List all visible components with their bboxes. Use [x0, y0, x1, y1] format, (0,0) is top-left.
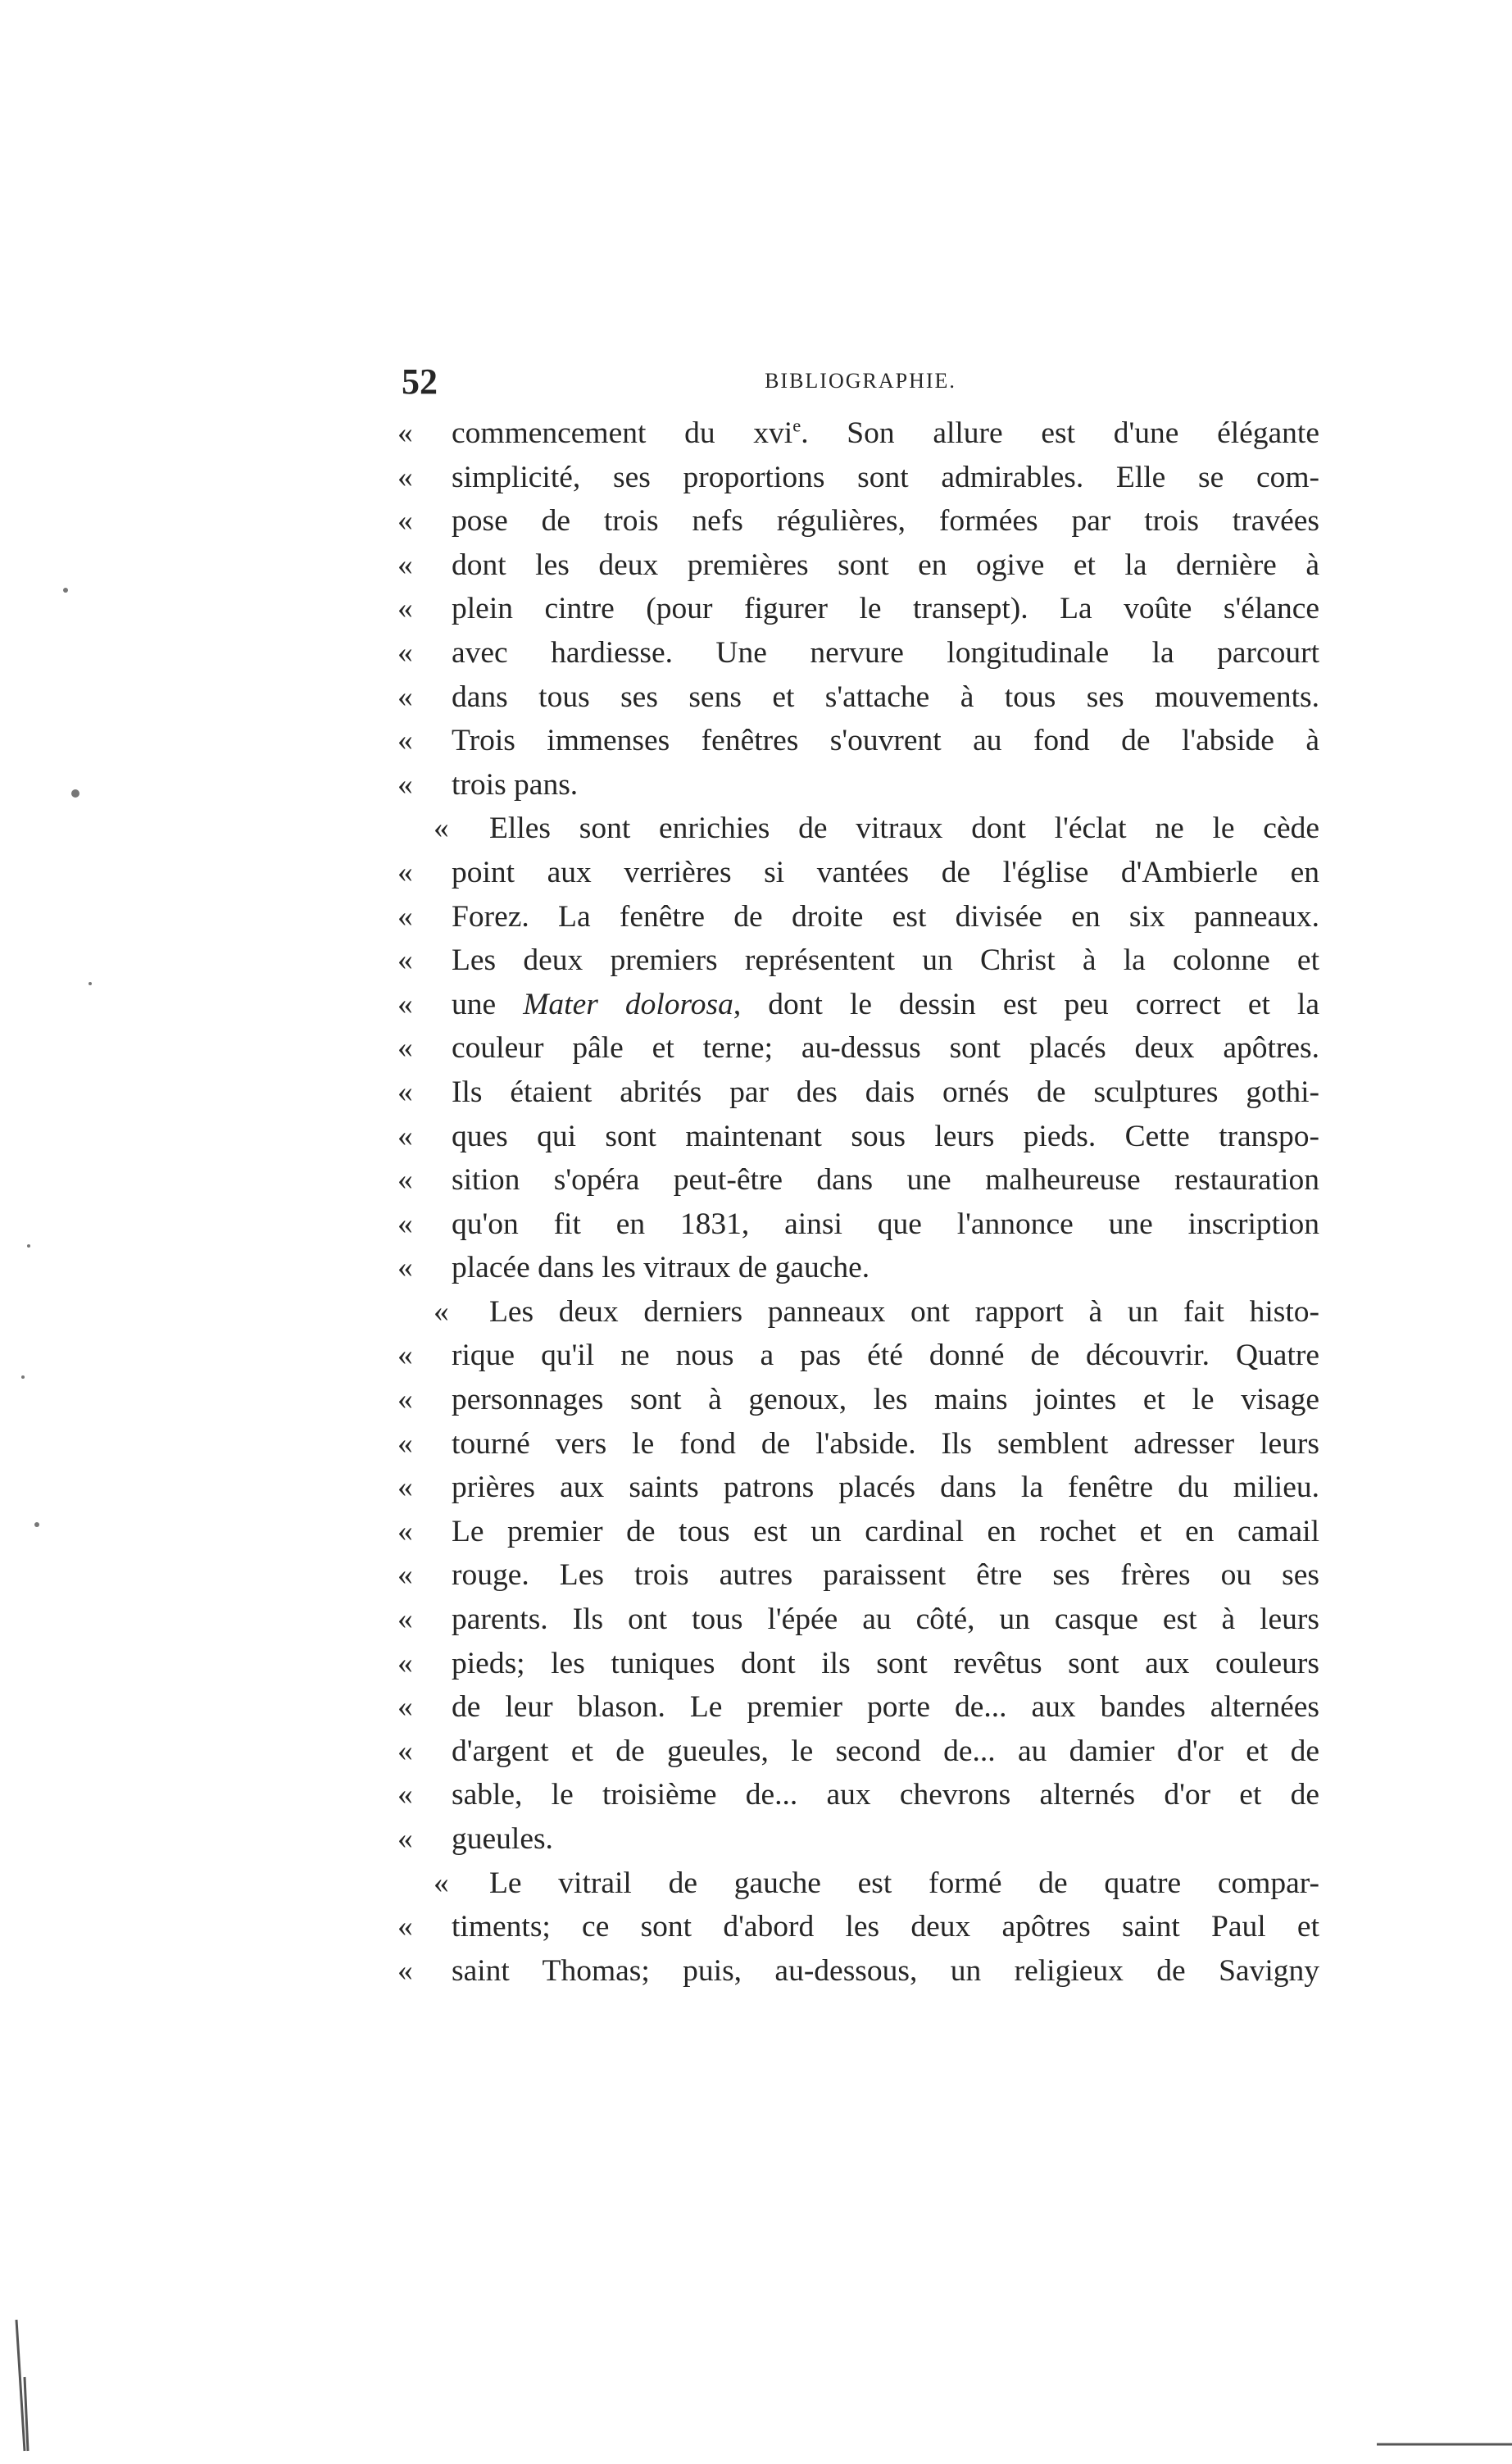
- quote-mark: «: [397, 724, 413, 758]
- quote-mark: «: [397, 1031, 413, 1066]
- text-line: [397, 1290, 1319, 1334]
- line-text: sition s'opéra peut-être dans une malheureuse restauration: [452, 1163, 1319, 1198]
- line-text: commencement du xvi$^e$. Son allure est d'une élégante: [452, 415, 1319, 450]
- running-title: BIBLIOGRAPHIE.: [765, 369, 956, 393]
- quote-mark: «: [397, 504, 413, 539]
- quote-mark: «: [397, 1690, 413, 1725]
- quote-mark: «: [397, 635, 413, 670]
- line-text: saint Thomas; puis, au-dessous, un religieux de Savigny: [452, 1953, 1319, 1988]
- quote-mark: «: [397, 1207, 413, 1241]
- superscript: e: [792, 415, 801, 436]
- quote-mark: «: [397, 899, 413, 934]
- text-line: [397, 1817, 1319, 1862]
- text-line: [397, 1773, 1319, 1817]
- quote-mark: «: [397, 1426, 413, 1461]
- text-line: [397, 851, 1319, 895]
- text-line: [397, 939, 1319, 983]
- line-text: qu'on fit en 1831, ainsi que l'annonce une inscription: [452, 1207, 1319, 1241]
- text-line: [397, 1862, 1319, 1906]
- quote-mark: «: [397, 1383, 413, 1417]
- line-text: dont les deux premières sont en ogive et la dernière à: [452, 548, 1319, 582]
- line-text: avec hardiesse. Une nervure longitudinale la parcourt: [452, 635, 1319, 670]
- text-line: [397, 1115, 1319, 1159]
- text-line: [397, 1642, 1319, 1686]
- line-text: prières aux saints patrons placés dans la fenêtre du milieu.: [452, 1471, 1319, 1505]
- body-text: [397, 411, 1319, 1993]
- quote-mark: «: [397, 1910, 413, 1944]
- page-number: 52: [402, 361, 438, 402]
- line-text: placée dans les vitraux de gauche.: [452, 1251, 870, 1285]
- text-line: [397, 1422, 1319, 1466]
- line-text: personnages sont à genoux, les mains jointes et le visage: [452, 1383, 1319, 1417]
- text-line: [397, 1466, 1319, 1510]
- line-text: Ils étaient abrités par des dais ornés de sculptures gothi-: [452, 1075, 1319, 1109]
- line-text: une Mater dolorosa, dont le dessin est peu correct et la: [452, 987, 1319, 1021]
- text-line: [397, 983, 1319, 1027]
- text-line: [397, 1158, 1319, 1202]
- quote-mark: «: [397, 943, 413, 978]
- line-text: tourné vers le fond de l'abside. Ils semblent adresser leurs: [452, 1426, 1319, 1461]
- line-text: d'argent et de gueules, le second de... au damier d'or et de: [452, 1734, 1319, 1768]
- quote-mark: «: [397, 1953, 413, 1988]
- quote-mark: «: [397, 592, 413, 626]
- line-text: Elles sont enrichies de vitraux dont l'éclat ne le cède: [489, 811, 1319, 846]
- quote-mark: «: [397, 548, 413, 582]
- quote-mark: «: [397, 680, 413, 714]
- quote-mark: «: [397, 1075, 413, 1109]
- text-line: [397, 1071, 1319, 1115]
- text-line: [397, 1334, 1319, 1378]
- line-text: sable, le troisième de... aux chevrons alternés d'or et de: [452, 1778, 1319, 1812]
- line-text: pieds; les tuniques dont ils sont revêtus sont aux couleurs: [452, 1646, 1319, 1680]
- text-line: [397, 719, 1319, 763]
- text-line: [397, 543, 1319, 588]
- text-line: [397, 1510, 1319, 1554]
- line-text: Le premier de tous est un cardinal en rochet et en camail: [452, 1514, 1319, 1548]
- quote-mark: «: [397, 767, 413, 802]
- quote-mark: «: [397, 416, 413, 450]
- text-line: [397, 1905, 1319, 1949]
- line-text: plein cintre (pour figurer le transept). La voûte s'élance: [452, 592, 1319, 626]
- text-line: [397, 807, 1319, 851]
- quote-mark: «: [397, 987, 413, 1021]
- line-text: Le vitrail de gauche est formé de quatre compar-: [489, 1866, 1319, 1900]
- text-line: [397, 1949, 1319, 1993]
- line-text: gueules.: [452, 1822, 553, 1856]
- line-text: parents. Ils ont tous l'épée au côté, un casque est à leurs: [452, 1603, 1319, 1637]
- line-text: rique qu'il ne nous a pas été donné de découvrir. Quatre: [452, 1339, 1319, 1373]
- line-text: point aux verrières si vantées de l'église d'Ambierle en: [452, 855, 1319, 889]
- line-text: de leur blason. Le premier porte de... aux bandes alternées: [452, 1690, 1319, 1725]
- text-line: [397, 1685, 1319, 1730]
- italic-phrase: Mater dolorosa: [523, 987, 733, 1021]
- running-head: [402, 361, 1319, 410]
- line-text: simplicité, ses proportions sont admirables. Elle se com-: [452, 460, 1319, 494]
- quote-mark: «: [397, 1163, 413, 1198]
- quote-mark: «: [397, 1558, 413, 1593]
- text-line: [397, 499, 1319, 543]
- text-line: [397, 1026, 1319, 1071]
- quote-mark: «: [397, 460, 413, 494]
- line-text: rouge. Les trois autres paraissent être ses frères ou ses: [452, 1558, 1319, 1593]
- line-text: pose de trois nefs régulières, formées par trois travées: [452, 504, 1319, 539]
- line-text: Les deux derniers panneaux ont rapport à un fait histo-: [489, 1294, 1319, 1329]
- text-line: [397, 895, 1319, 939]
- text-line: [397, 763, 1319, 807]
- quote-mark: «: [434, 1294, 449, 1329]
- text-line: [397, 456, 1319, 500]
- line-text: timents; ce sont d'abord les deux apôtres saint Paul et: [452, 1910, 1319, 1944]
- line-text: Trois immenses fenêtres s'ouvrent au fond de l'abside à: [452, 724, 1319, 758]
- text-line: [397, 1730, 1319, 1774]
- quote-mark: «: [397, 1119, 413, 1153]
- quote-mark: «: [434, 811, 449, 846]
- text-line: [397, 587, 1319, 631]
- line-text: couleur pâle et terne; au-dessus sont placés deux apôtres.: [452, 1031, 1319, 1066]
- quote-mark: «: [397, 1603, 413, 1637]
- line-text: Les deux premiers représentent un Christ à la colonne et: [452, 943, 1319, 978]
- quote-mark: «: [397, 1734, 413, 1768]
- line-text: Forez. La fenêtre de droite est divisée en six panneaux.: [452, 899, 1319, 934]
- quote-mark: «: [397, 1646, 413, 1680]
- quote-mark: «: [397, 855, 413, 889]
- quote-mark: «: [397, 1471, 413, 1505]
- line-text: ques qui sont maintenant sous leurs pieds. Cette transpo-: [452, 1119, 1319, 1153]
- text-line: [397, 1378, 1319, 1422]
- quote-mark: «: [397, 1822, 413, 1856]
- quote-mark: «: [397, 1339, 413, 1373]
- line-text: trois pans.: [452, 767, 579, 802]
- text-line: [397, 1246, 1319, 1290]
- text-line: [397, 1202, 1319, 1247]
- text-line: [397, 1553, 1319, 1598]
- line-text: dans tous ses sens et s'attache à tous ses mouvements.: [452, 680, 1319, 714]
- text-line: [397, 631, 1319, 675]
- quote-mark: «: [397, 1251, 413, 1285]
- text-line: [397, 411, 1319, 456]
- text-line: [397, 1598, 1319, 1642]
- text-line: [397, 675, 1319, 720]
- quote-mark: «: [397, 1778, 413, 1812]
- quote-mark: «: [434, 1866, 449, 1900]
- quote-mark: «: [397, 1514, 413, 1548]
